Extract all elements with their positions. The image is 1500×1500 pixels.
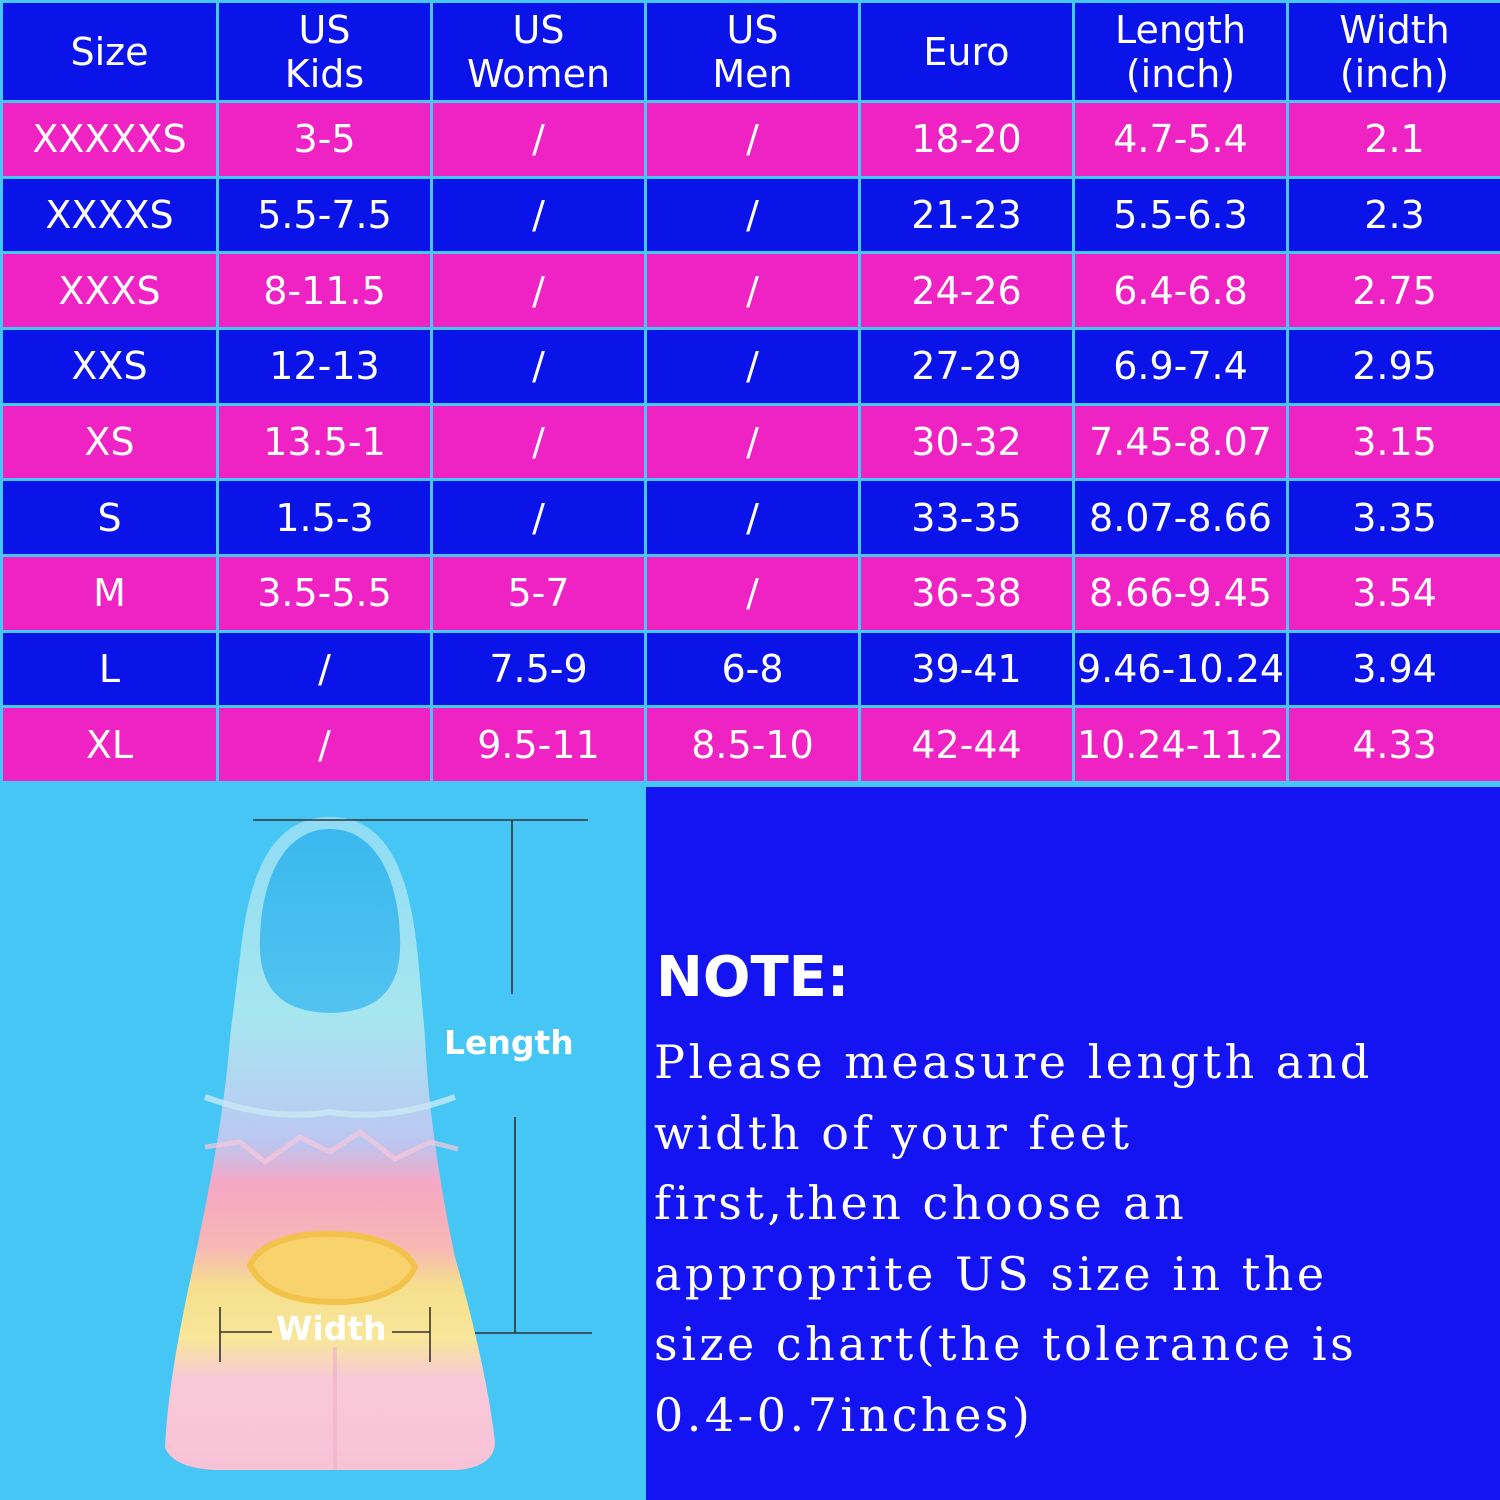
cell-us-women: / [432,328,646,404]
table-row [2,102,1500,178]
cell-size: XS [2,404,218,480]
cell-size: S [2,480,218,556]
note-title: NOTE: [656,945,850,1010]
cell-us-women: / [432,177,646,253]
cell-euro: 27-29 [860,328,1074,404]
cell-size: XXS [2,328,218,404]
cell-us-women: / [432,480,646,556]
swim-fin-illustration [0,787,643,1500]
cell-us-kids: 12-13 [218,328,432,404]
cell-length: 7.45-8.07 [1074,404,1288,480]
note-line: first,then choose an [654,1176,1188,1230]
cell-euro: 36-38 [860,555,1074,631]
cell-size: M [2,555,218,631]
table-header-row [2,2,1500,102]
cell-us-kids: / [218,631,432,707]
cell-width: 2.1 [1288,102,1500,178]
cell-us-men: / [646,404,860,480]
cell-euro: 18-20 [860,102,1074,178]
note-line: 0.4-0.7inches) [654,1387,1034,1442]
cell-us-men: / [646,102,860,178]
cell-size: L [2,631,218,707]
header-us-women: US Women [432,2,646,102]
header-length: Length (inch) [1074,2,1288,102]
cell-length: 6.9-7.4 [1074,328,1288,404]
note-text [654,1027,1494,1450]
width-label: Width [276,1309,387,1348]
table-row [2,707,1500,783]
cell-us-men: 8.5-10 [646,707,860,783]
cell-us-kids: 3.5-5.5 [218,555,432,631]
cell-us-kids: 8-11.5 [218,253,432,329]
cell-us-women: 7.5-9 [432,631,646,707]
cell-length: 8.07-8.66 [1074,480,1288,556]
cell-us-women: / [432,404,646,480]
cell-us-kids: / [218,707,432,783]
cell-euro: 24-26 [860,253,1074,329]
cell-us-kids: 1.5-3 [218,480,432,556]
note-line: width of your feet [654,1105,1133,1160]
cell-us-kids: 13.5-1 [218,404,432,480]
fin-illustration-panel [0,787,643,1500]
cell-euro: 21-23 [860,177,1074,253]
cell-length: 10.24-11.2 [1074,707,1288,783]
cell-width: 2.75 [1288,253,1500,329]
cell-length: 5.5-6.3 [1074,177,1288,253]
cell-us-women: / [432,102,646,178]
note-line: size chart(the tolerance is [654,1317,1358,1371]
cell-us-men: / [646,328,860,404]
note-panel [646,787,1500,1500]
cell-width: 3.35 [1288,480,1500,556]
cell-width: 3.54 [1288,555,1500,631]
cell-us-men: / [646,177,860,253]
note-line: approprite US size in the [654,1246,1328,1301]
cell-us-men: / [646,555,860,631]
table-row [2,404,1500,480]
cell-size: XXXXS [2,177,218,253]
cell-length: 4.7-5.4 [1074,102,1288,178]
cell-length: 6.4-6.8 [1074,253,1288,329]
cell-width: 4.33 [1288,707,1500,783]
cell-size: XL [2,707,218,783]
cell-length: 8.66-9.45 [1074,555,1288,631]
cell-size: XXXS [2,253,218,329]
cell-us-kids: 5.5-7.5 [218,177,432,253]
cell-us-men: 6-8 [646,631,860,707]
header-us-kids: US Kids [218,2,432,102]
cell-euro: 30-32 [860,404,1074,480]
table-row [2,253,1500,329]
cell-width: 2.95 [1288,328,1500,404]
cell-us-women: 5-7 [432,555,646,631]
cell-us-men: / [646,480,860,556]
cell-width: 3.15 [1288,404,1500,480]
table-row [2,480,1500,556]
cell-euro: 39-41 [860,631,1074,707]
header-euro: Euro [860,2,1074,102]
header-us-men: US Men [646,2,860,102]
heel-strap-hole [250,1234,415,1302]
cell-size: XXXXXS [2,102,218,178]
cell-us-men: / [646,253,860,329]
cell-width: 2.3 [1288,177,1500,253]
header-size: Size [2,2,218,102]
cell-euro: 42-44 [860,707,1074,783]
cell-euro: 33-35 [860,480,1074,556]
cell-us-kids: 3-5 [218,102,432,178]
table-row [2,631,1500,707]
cell-us-women: / [432,253,646,329]
note-line: Please measure length and [654,1035,1373,1089]
table-row [2,555,1500,631]
table-row [2,177,1500,253]
cell-us-women: 9.5-11 [432,707,646,783]
cell-width: 3.94 [1288,631,1500,707]
header-width: Width (inch) [1288,2,1500,102]
table-row [2,328,1500,404]
length-label: Length [444,1023,574,1062]
cell-length: 9.46-10.24 [1074,631,1288,707]
